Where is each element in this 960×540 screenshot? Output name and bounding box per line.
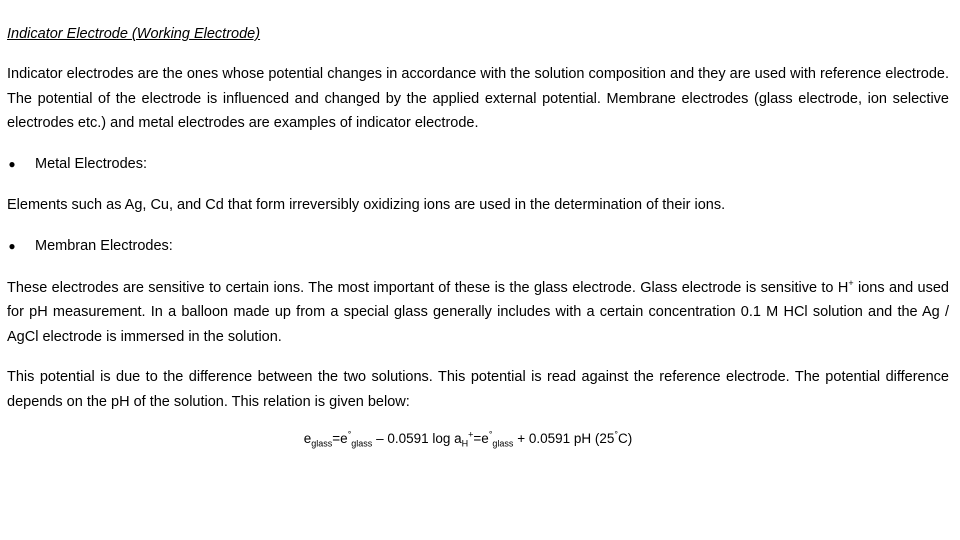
section-title: Indicator Electrode (Working Electrode) [7, 26, 261, 42]
bullet-dot-icon: ● [8, 156, 16, 171]
document-page [7, 22, 949, 449]
bullet-membrane-electrodes [7, 234, 949, 259]
potential-paragraph: This potential is due to the difference between the two solutions. This potential is read against the reference electrode. The potential difference depends on the pH of the solution. This relation is given below: [7, 369, 949, 410]
membrane-text-part1: These electrodes are sensitive to certain ions. The most important of these is the glass electrode. Glass electrode is sensitive to H [7, 279, 849, 296]
intro-paragraph: Indicator electrodes are the ones whose potential changes in accordance with the solution composition and they are used with reference electrode. The potential of the electrode is influenced and changed by the applied external potential. Membrane electrodes (glass electrode, ion selective electrodes etc.) and metal electrodes are examples of indicator electrode. [7, 66, 949, 132]
formula-sub: glass [492, 438, 514, 449]
formula-degree: ° [614, 429, 618, 440]
bullet-membrane-label: Membran Electrodes: [35, 237, 173, 254]
formula-degree: ° [347, 429, 352, 440]
formula-sub: H [461, 438, 469, 449]
formula-unit: C) [618, 430, 633, 446]
formula-sup: + [468, 429, 474, 440]
formula-eq: =e [473, 430, 489, 446]
glass-electrode-formula [7, 429, 949, 449]
metal-paragraph: Elements such as Ag, Cu, and Cd that form irreversibly oxidizing ions are used in the determination of their ions. [7, 197, 726, 214]
bullet-dot-icon: ● [8, 238, 16, 253]
h-plus-superscript: + [848, 277, 854, 288]
formula-sub: glass [351, 438, 373, 449]
membrane-paragraph [7, 276, 949, 350]
bullet-metal-electrodes [7, 152, 949, 177]
formula-ph-term: + 0.0591 pH (25 [513, 430, 615, 446]
bullet-metal-label: Metal Electrodes: [35, 155, 148, 172]
formula-eq: =e [332, 430, 348, 446]
formula-sub: glass [311, 438, 333, 449]
formula-log-term: – 0.0591 log a [372, 430, 462, 446]
formula-degree: ° [488, 429, 493, 440]
formula-e: e [303, 430, 312, 446]
membrane-text-part2: ions and used for pH measurement. In a balloon made up from a special glass generally includes with a certain concentration 0.1 M HCl solution and the Ag / AgCl electrode is immersed in the solution. [7, 279, 949, 345]
